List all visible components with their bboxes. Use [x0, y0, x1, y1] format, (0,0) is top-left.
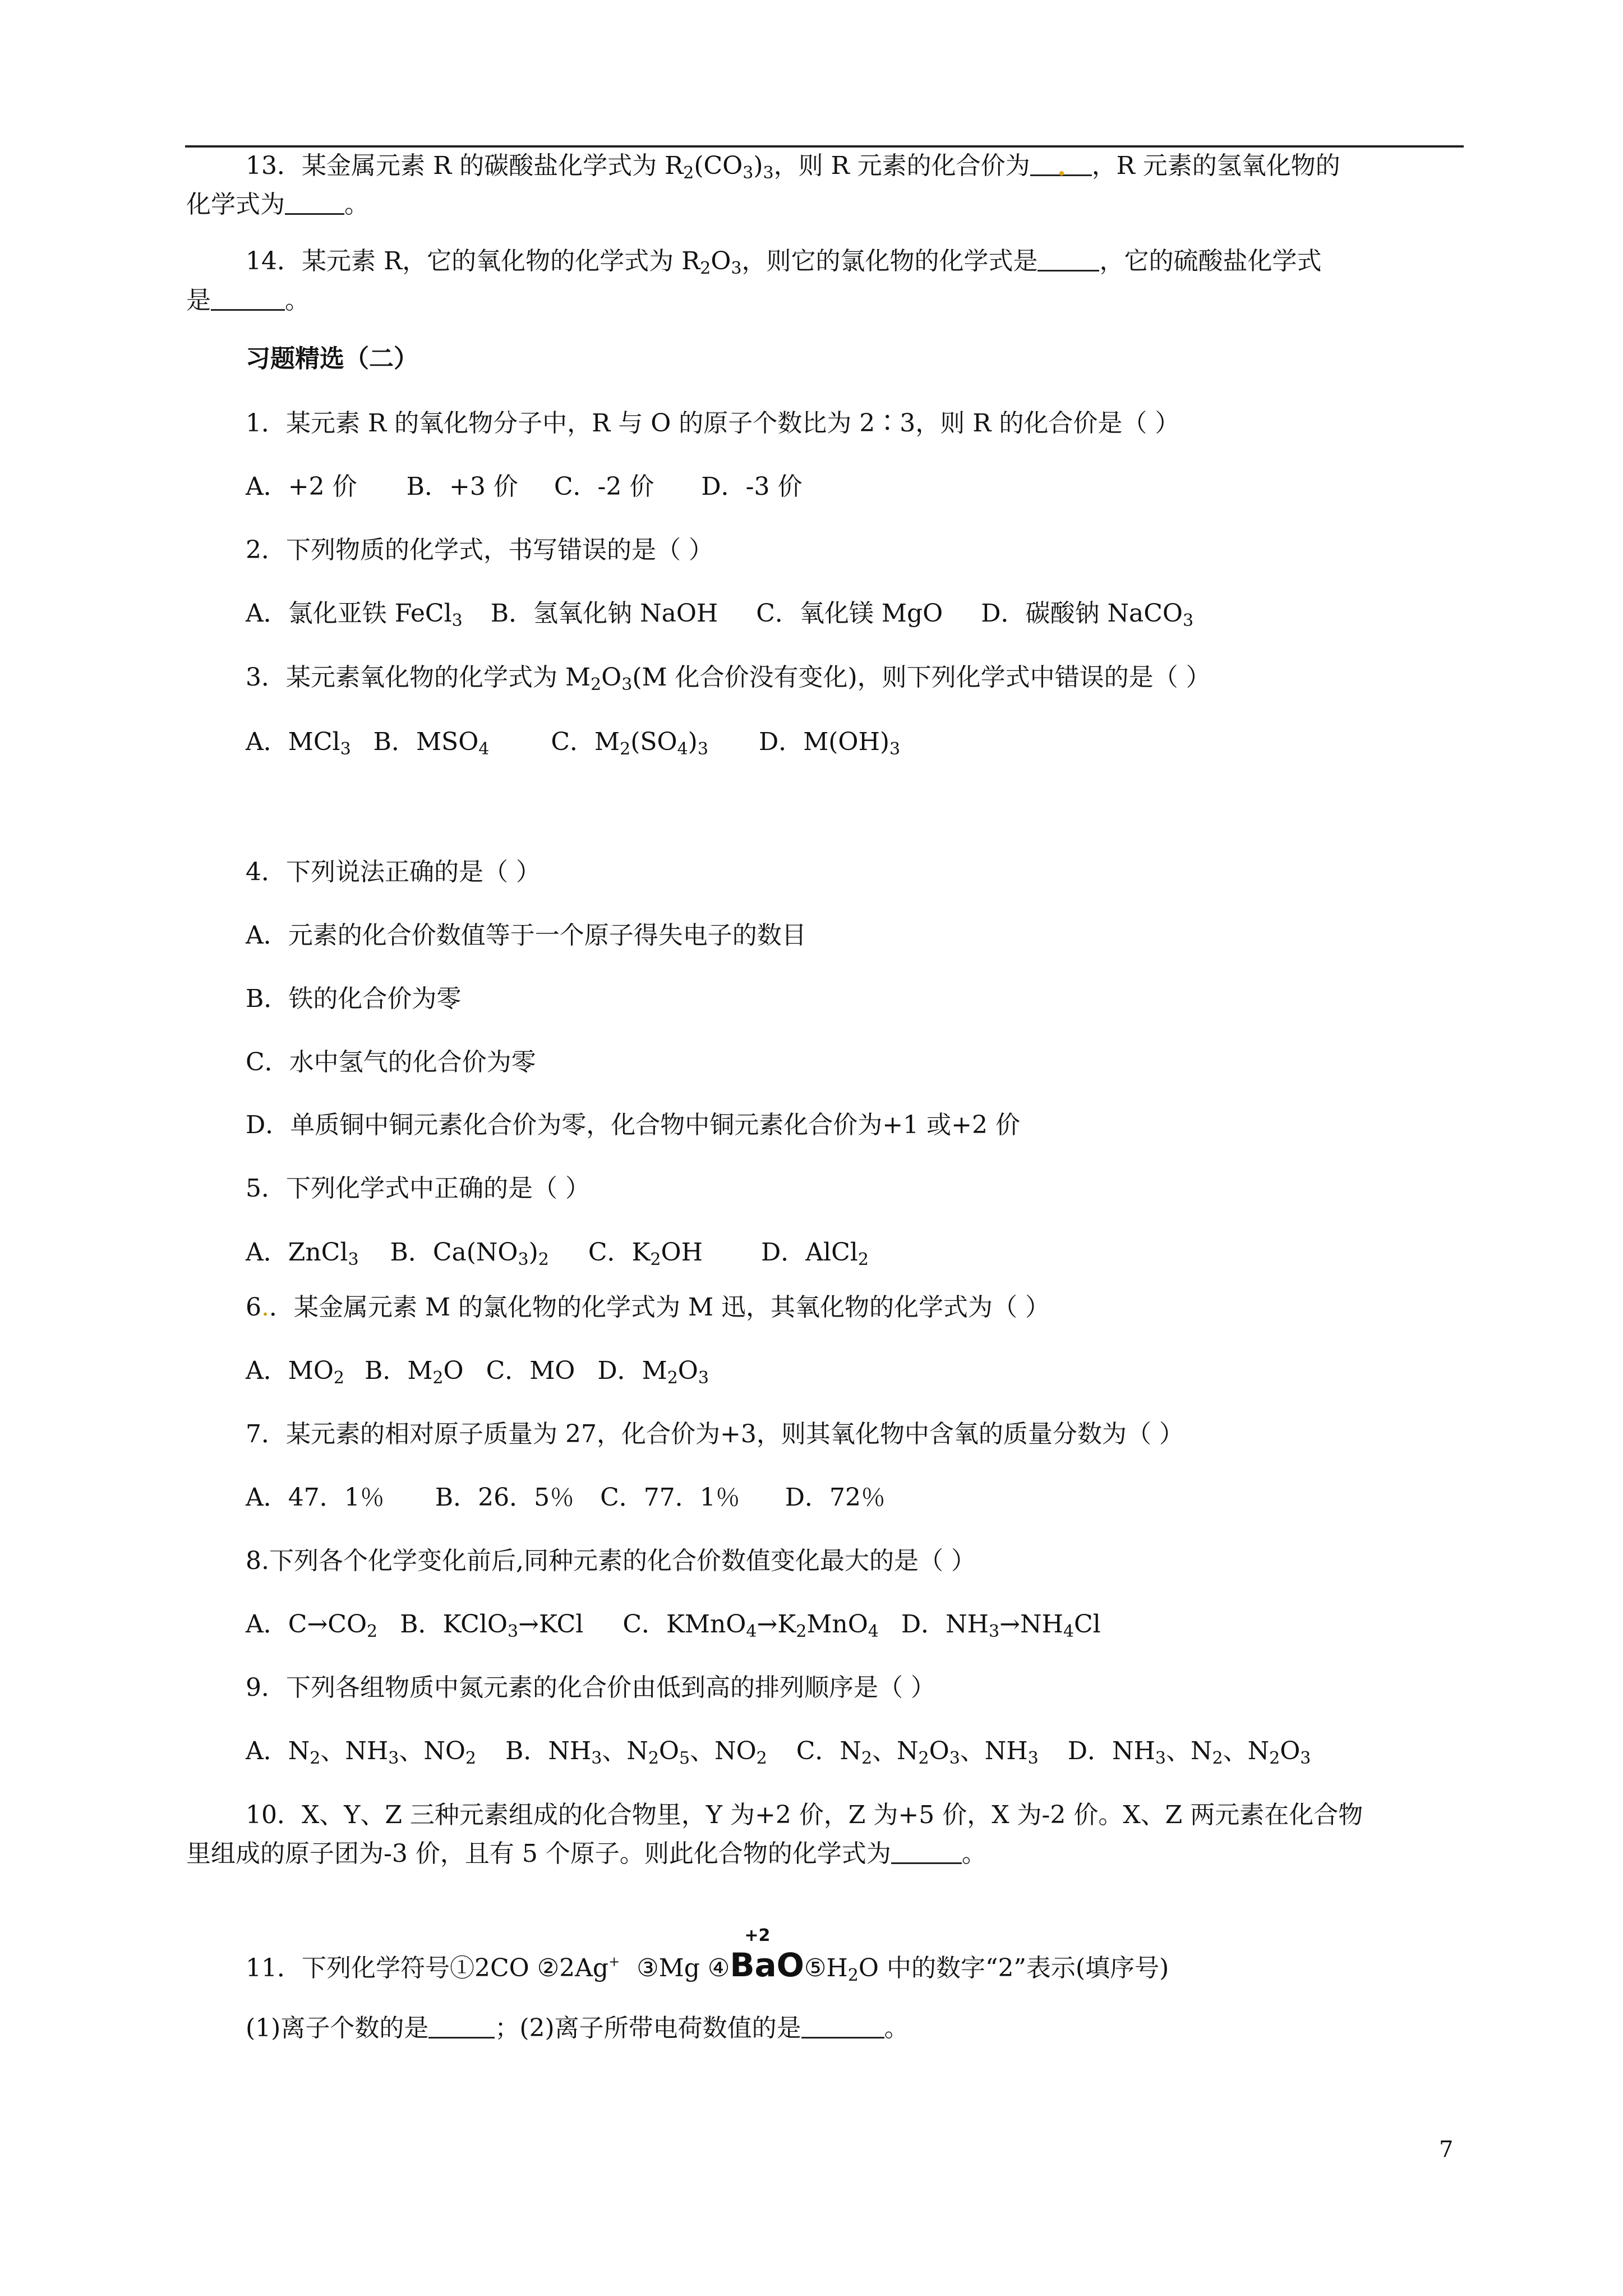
q5-stem: 5．下列化学式中正确的是（ ）	[246, 1174, 590, 1203]
q8-stem: 8.下列各个化学变化前后,同种元素的化合价数值变化最大的是（ ）	[246, 1547, 976, 1575]
q7-option-a[interactable]: A．47．1％	[246, 1483, 385, 1512]
q4-option-b[interactable]: B．铁的化合价为零	[246, 984, 462, 1013]
q5-option-c[interactable]: C．$K_2OH$	[588, 1238, 703, 1269]
q5-option-a[interactable]: A．ZnCl$_3$	[246, 1238, 359, 1269]
q1-option-d[interactable]: D．-3 价	[701, 472, 803, 501]
q7-option-c[interactable]: C．77．1％	[600, 1483, 740, 1512]
q9-option-b[interactable]: B．$NH_3$、$N_2O_5$、$NO_2$	[505, 1737, 767, 1768]
q2-option-b[interactable]: B．氢氧化钠 NaOH	[490, 599, 718, 628]
q8-option-b[interactable]: B．KClO$_3$→KCl	[400, 1610, 584, 1641]
q14-line2: 是 。	[186, 286, 310, 315]
q3-option-c[interactable]: C．$M_2(SO_4)_3$	[551, 728, 708, 759]
q1-option-b[interactable]: B．+3 价	[406, 472, 518, 501]
q1-option-a[interactable]: A．+2 价	[246, 472, 357, 501]
page-number: 7	[1439, 2137, 1454, 2162]
q3-stem: 3．某元素氧化物的化学式为 $M_2O_3(M$ 化合价没有变化)，则下列化学式中错误的是（ ）	[246, 663, 1211, 694]
q10-blank-formula[interactable]	[891, 1840, 962, 1864]
q3-option-d[interactable]: D．$M(OH)_3$	[758, 728, 901, 759]
q3-options	[246, 726, 900, 758]
q8-option-a[interactable]: A．$C\to CO_2$	[246, 1610, 378, 1641]
q6-option-b[interactable]: B．$M_2O$	[365, 1356, 464, 1388]
q11-blank-ion-count[interactable]	[428, 2014, 495, 2039]
q5-options	[246, 1237, 869, 1268]
header-rule	[185, 145, 1464, 148]
q4-stem: 4．下列说法正确的是（ ）	[246, 858, 541, 886]
q5-option-b[interactable]: B．$Ca(NO_3)_2$	[390, 1238, 549, 1269]
section-heading: 习题精选（二）	[246, 344, 418, 373]
q11-line1: 11．下列化学符号①2CO ②2Ag+ ③Mg ④ +2 $BaO⑤H_2O$ 中的数字“2”表示(填序号)	[246, 1926, 1169, 1985]
q1-stem: 1．某元素 R 的氧化物分子中，R 与 O 的原子个数比为 2∶3，则 R 的化合价是（ ）	[246, 409, 1180, 438]
q6-option-a[interactable]: A．$MO_2$	[246, 1356, 344, 1388]
q9-options	[246, 1736, 1311, 1767]
q3-option-a[interactable]: A．MCl$_3$	[246, 728, 351, 759]
q6-option-c[interactable]: C．MO	[486, 1356, 575, 1385]
q9-option-c[interactable]: C．$N_2$、$N_2O_3$、$NH_3$	[796, 1737, 1039, 1768]
q13-line1: 13．某金属元素 R 的碳酸盐化学式为 $R_2(CO_3)_3$，则 R 元素的化合价为 ，R 元素的氢氧化物的	[246, 151, 1340, 183]
q4-option-d[interactable]: D．单质铜中铜元素化合价为零，化合物中铜元素化合价为+1 或+2 价	[246, 1111, 1020, 1139]
q13-blank-hydroxide[interactable]	[285, 191, 344, 215]
q9-stem: 9．下列各组物质中氮元素的化合价由低到高的排列顺序是（ ）	[246, 1673, 935, 1702]
q4-option-a[interactable]: A．元素的化合价数值等于一个原子得失电子的数目	[246, 921, 806, 950]
bao-valence-formula: +2 BaO	[730, 1926, 804, 1984]
q11-line2: (1)离子个数的是 ；(2)离子所带电荷数值的是 。	[246, 2014, 909, 2042]
q10-line2: 里组成的原子团为-3 价，且有 5 个原子。则此化合物的化学式为 。	[186, 1839, 986, 1868]
q14-blank-sulfate[interactable]	[211, 287, 285, 311]
q2-option-d[interactable]: D．碳酸钠 NaCO$_3$	[981, 599, 1194, 631]
q13-line2: 化学式为 。	[186, 190, 369, 219]
q1-option-c[interactable]: C．-2 价	[554, 472, 654, 501]
q4-option-c[interactable]: C．水中氢气的化合价为零	[246, 1048, 536, 1076]
q8-option-d[interactable]: D．$NH_3\to NH_4Cl$	[901, 1610, 1101, 1641]
q3-option-b[interactable]: B．$MSO_4$	[373, 728, 490, 759]
q2-option-a[interactable]: A．氯化亚铁 FeCl$_3$	[246, 599, 463, 631]
q7-option-d[interactable]: D．72％	[785, 1483, 886, 1512]
q14-line1: 14．某元素 R，它的氧化物的化学式为 $R_2O_3$，则它的氯化物的化学式是 ，它的硫酸盐化学式	[246, 247, 1322, 278]
q9-option-d[interactable]: D．$NH_3$、$N_2$、$N_2O_3$	[1067, 1737, 1311, 1768]
q2-stem: 2．下列物质的化学式，书写错误的是（ ）	[246, 536, 713, 564]
q6-options	[246, 1355, 709, 1387]
q9-option-a[interactable]: A．$N_2$、$NH_3$、$NO_2$	[246, 1737, 477, 1768]
q10-line1: 10．X、Y、Z 三种元素组成的化合物里，Y 为+2 价，Z 为+5 价，X 为-2 价。X、Z 两元素在化合物	[246, 1801, 1363, 1829]
q14-blank-chloride[interactable]	[1038, 247, 1099, 272]
q8-option-c[interactable]: C．$KMnO_4\to K_2MnO_4$	[623, 1610, 879, 1641]
q7-stem: 7．某元素的相对原子质量为 27，化合价为+3，则其氧化物中含氧的质量分数为（ ）	[246, 1420, 1184, 1448]
q7-option-b[interactable]: B．26．5％	[435, 1483, 575, 1512]
q6-option-d[interactable]: D．$M_2O_3$	[597, 1356, 709, 1388]
q11-blank-ion-charge[interactable]	[801, 2014, 884, 2039]
q2-options	[246, 598, 1193, 629]
q6-stem: 6.．某金属元素 M 的氯化物的化学式为 M 迅，其氧化物的化学式为（ ）	[246, 1293, 1050, 1322]
q2-option-c[interactable]: C．氧化镁 MgO	[756, 599, 943, 628]
q13-blank-valence[interactable]	[1030, 152, 1092, 176]
q8-options	[246, 1609, 1101, 1640]
q1-options	[246, 471, 802, 503]
q5-option-d[interactable]: D．AlCl$_2$	[760, 1238, 869, 1269]
q7-options	[246, 1482, 886, 1513]
